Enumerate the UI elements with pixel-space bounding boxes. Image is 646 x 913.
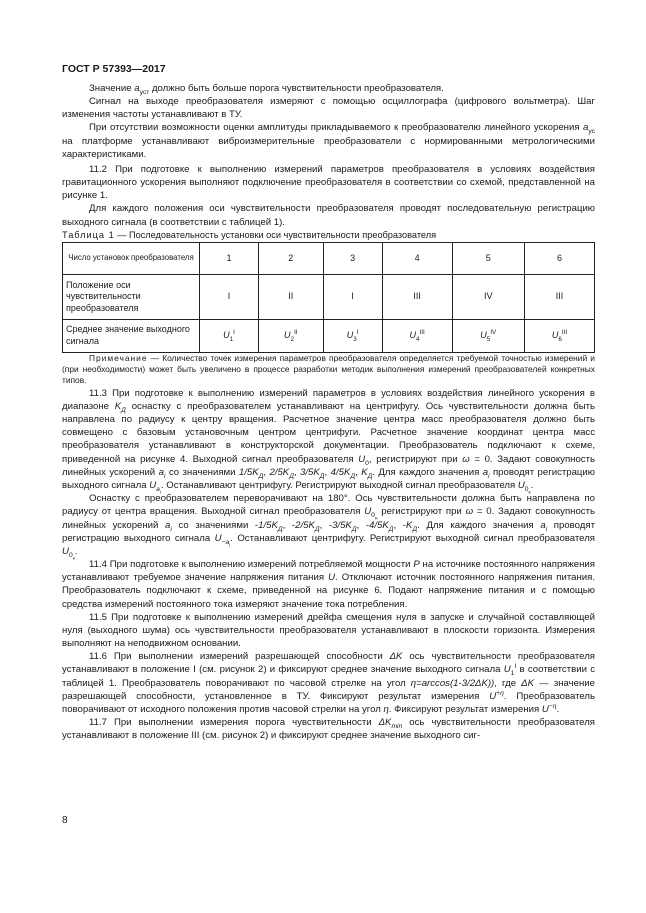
paragraph-11-4: 11.4 При подготовке к выполнению измерений потребляемой мощности P на источнике постоянного напряжения устанавливают требуемое значение напряжения питания U. Отключают источник постоянного напряжения питания. Преобразователь подключают к схеме, приведенной на рисунке 6. Подают напряжение питания и с помощью средства измерений постоянного тока измеряют значение тока потребления. bbox=[62, 559, 596, 610]
table-col-1: 1 bbox=[200, 242, 259, 274]
paragraph-registration: Для каждого положения оси чувствительности преобразователя проводят последовательную регистрацию выходного сигнала (в соответствии с таблицей 1). bbox=[62, 203, 595, 228]
table-caption-label: Таблица 1 bbox=[62, 229, 115, 240]
table-cell: $U_5^{IV}$ bbox=[452, 319, 524, 352]
paragraph-vibration-sensors: При отсутствии возможности оценки амплитуды прикладываемого к преобразователю линейного ускорения $a_{ус}$ на платформе устанавливают виброизмерительные преобразователи с нормированными метрологическими характеристиками. bbox=[62, 122, 595, 160]
paragraph-11-5: 11.5 При подготовке к выполнению измерений дрейфа смещения нуля в запуске и случайной составляющей нуля (выходного шума) ось чувствительности преобразователя устанавливают в плоскости горизонта. Измерения выполняют на неподвижном основании. bbox=[62, 611, 595, 650]
paragraph-11-3: 11.3 При подготовке к выполнению измерений параметров в условиях воздействия линейного ускорения в диапазоне $K_Д$ оснастку с преобразователем устанавливают на центрифугу. Ось чувствительности должна быть направлена по радиусу к центру вращения. Расчетное значение центра масс преобразователя должно быть совмещено с базовым установочным центром центрифуги. Расчетное значение координат центра масс преобразователя устанавливают в конструкторской документации. Преобразователь подключают к схеме, приведенной на рисунке 4. Выходной сигнал преобразователя $U_0$, регистрируют при ω = 0. Задают совокупность линейных ускорений $a_i$ со значениями $1/5K_Д$, $2/5K_Д$, $3/5K_Д$, $4/5K_Д$, $K_Д$. Для каждого значения $a_i$ проводят регистрацию выходного сигнала $U_{a_i}$. Останавливают центрифугу. Регистрируют выходной сигнал преобразователя $U_{0_к}$. bbox=[62, 387, 595, 495]
table-row-position bbox=[63, 274, 595, 319]
table-cell: I bbox=[323, 274, 382, 319]
table-cell: II bbox=[259, 274, 324, 319]
table-cell: IV bbox=[452, 274, 524, 319]
table-note-label: Примечание bbox=[89, 352, 148, 363]
paragraph-oscilloscope: Сигнал на выходе преобразователя измеряют с помощью осциллографа (цифрового вольтметра). Шаг изменения частоты устанавливают в ТУ. bbox=[62, 96, 595, 121]
table-cell: $U_6^{III}$ bbox=[524, 319, 594, 352]
table-col-6: 6 bbox=[524, 242, 594, 274]
table-caption bbox=[62, 229, 595, 242]
paragraph-flip: Оснастку с преобразователем переворачивают на 180°. Ось чувствительности должна быть направлена по радиусу от центра вращения. Выходной сигнал преобразователя $U_{0_н}$ регистрируют при ω = 0. Задают совокупность линейных ускорений $a_i$ со значениями $-1/5K_Д$, $-2/5K_Д$, $-3/5K_Д$, $-4/5K_Д$, $-K_Д$. Для каждого значения $a_i$ проводят регистрацию выходного сигнала $U_{-a_i}$. Останавливают центрифугу. Регистрируют выходной сигнал преобразователя $U_{0_к}$. bbox=[62, 493, 595, 561]
table-caption-text: — Последовательность установки оси чувствительности преобразователя bbox=[114, 229, 437, 240]
table-cell: $U_3^I$ bbox=[323, 319, 382, 352]
table-col-3: 3 bbox=[323, 242, 382, 274]
document-body bbox=[62, 82, 595, 742]
table-cell: III bbox=[382, 274, 452, 319]
table-cell: I bbox=[200, 274, 259, 319]
page-header-standard-title: ГОСТ Р 57393—2017 bbox=[62, 63, 166, 75]
table-header-label: Число установок преобразователя bbox=[63, 242, 200, 274]
table-row-position-label: Положение оси чувствительности преобразователя bbox=[63, 274, 200, 319]
table-cell: $U_1^I$ bbox=[200, 319, 259, 352]
installation-sequence-table bbox=[62, 242, 595, 353]
table-col-4: 4 bbox=[382, 242, 452, 274]
paragraph-11-2: 11.2 При подготовке к выполнению измерений параметров преобразователя в условиях воздействия гравитационного ускорения выполняют подключение преобразователя в соответствии со схемой, представленной на рисунке 1. bbox=[62, 163, 595, 202]
table-note-text: — Количество точек измерения параметров преобразователя определяется требуемой точностью измерений и (при необходимости) может быть увеличено в процессе разработки методик выполнения измерений преобразователей конкретных типов. bbox=[62, 352, 595, 386]
paragraph-11-7: 11.7 При выполнении измерения порога чувствительности $\Delta K_{min}$ ось чувствительности преобразователя устанавливают в положение III (см. рисунок 2) и фиксируют среднее значение выходного сиг- bbox=[62, 717, 595, 742]
table-col-5: 5 bbox=[452, 242, 524, 274]
table-row-header bbox=[63, 242, 595, 274]
page-number: 8 bbox=[62, 815, 68, 826]
table-row-signal-label: Среднее значение выходного сигнала bbox=[63, 319, 200, 352]
table-note bbox=[62, 353, 595, 387]
table-cell: $U_2^{II}$ bbox=[259, 319, 324, 352]
paragraph-threshold: Значение $a_{уст}$ должно быть больше порога чувствительности преобразователя. bbox=[89, 83, 444, 96]
table-col-2: 2 bbox=[259, 242, 324, 274]
table-row-signal bbox=[63, 319, 595, 352]
paragraph-11-6: 11.6 При выполнении измерений разрешающей способности ΔK ось чувствительности преобразователя устанавливают в положение I (см. рисунок 2) и фиксируют среднее значение выходного сигнала $U_1^I$ в соответствии с таблицей 1. Преобразователь поворачивают по часовой стрелке на угол η=arccos(1-3/2ΔK)), где ΔK — значение разрешающей способности, установленное в ТУ. Фиксируют результат измерения $U^{+\eta}$. Преобразователь поворачивают от исходного положения против часовой стрелки на угол η. Фиксируют результат измерения $U^{-\eta}$. bbox=[62, 651, 595, 715]
table-cell: $U_4^{III}$ bbox=[382, 319, 452, 352]
table-cell: III bbox=[524, 274, 594, 319]
